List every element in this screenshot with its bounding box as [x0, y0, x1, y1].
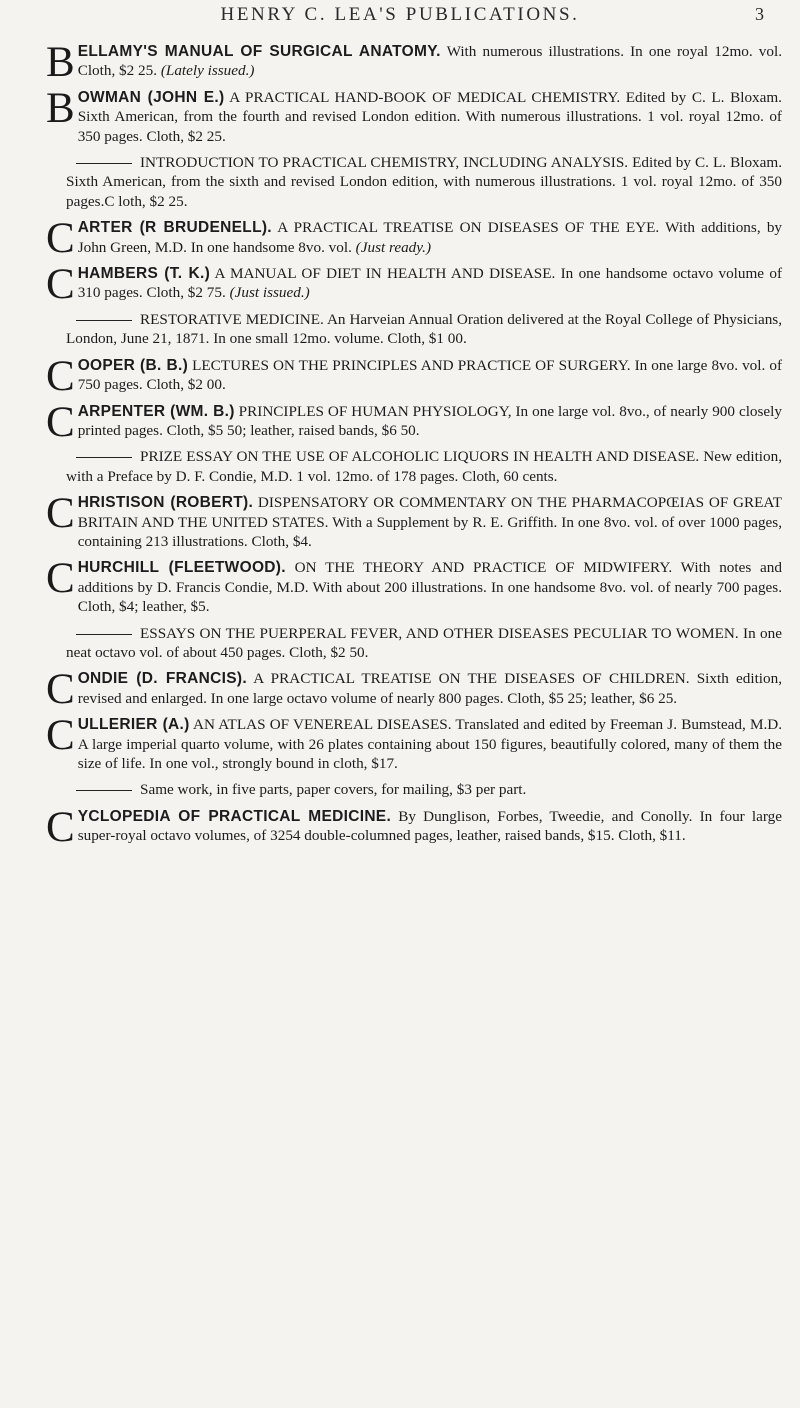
- entry-text: AN ATLAS OF VENEREAL DISEASES. Translated and edited by Freeman J. Bumstead, M.D. A large imperial quarto volume, with 26 plates containing about 150 figures, beautifully colored, many of them the size of life. In one vol., strongly bound in cloth, $17.: [77, 716, 783, 772]
- catalogue-entries: [46, 39, 783, 853]
- catalogue-entry: [46, 803, 782, 851]
- entry-note: (Lately issued.): [160, 62, 255, 80]
- page-number: 3: [755, 4, 764, 24]
- entry-author: HAMBERS (T. K.): [77, 265, 211, 283]
- entry-text: INTRODUCTION TO PRACTICAL CHEMISTRY, INCLUDING ANALYSIS. Edited by C. L. Bloxam. Sixth American, from the sixth and revised London edition, with numerous illustrations. 1 vol. royal 12mo. of 350 pages.C loth, $2 25.: [66, 154, 782, 210]
- entry-author: OOPER (B. B.): [77, 356, 189, 374]
- entry-text: A PRACTICAL TREATISE ON DISEASES OF THE EYE. With additions, by John Green, M.D. In one handsome 8vo. vol.: [77, 219, 783, 256]
- entry-author: YCLOPEDIA OF PRACTICAL MEDICINE.: [77, 807, 392, 825]
- catalogue-sub-entry: [48, 310, 782, 349]
- entry-author: OWMAN (JOHN E.): [77, 88, 225, 106]
- catalogue-entry: [46, 490, 782, 551]
- entry-text: RESTORATIVE MEDICINE. An Harveian Annual Oration delivered at the Royal College of Physicians, London, June 21, 1871. In one small 12mo. volume. Cloth, $1 00.: [66, 310, 782, 348]
- drop-initial: B: [46, 39, 75, 86]
- entry-note: (Just ready.): [355, 238, 432, 256]
- catalogue-entry: [46, 352, 782, 400]
- running-title: HENRY C. LEA'S PUBLICATIONS.: [220, 4, 580, 25]
- entry-text: LECTURES ON THE PRINCIPLES AND PRACTICE OF SURGERY. In one large 8vo. vol. of 750 pages. Cloth, $2 00.: [77, 356, 782, 394]
- entry-text: A PRACTICAL HAND-BOOK OF MEDICAL CHEMISTRY. Edited by C. L. Bloxam. Sixth American, from the fourth and revised London edition. With numerous illustrations. 1 vol. royal 12mo. of 350 pages. Cloth, $2 25.: [77, 88, 782, 145]
- drop-initial: C: [46, 215, 75, 263]
- page-header: [0, 4, 800, 30]
- drop-initial: C: [46, 398, 75, 446]
- catalogue-entry: [46, 555, 782, 616]
- catalogue-entry: [46, 261, 783, 309]
- entry-text: PRIZE ESSAY ON THE USE OF ALCOHOLIC LIQUORS IN HEALTH AND DISEASE. New edition, with a Preface by D. F. Condie, M.D. 1 vol. 12mo. of 178 pages. Cloth, 60 cents.: [66, 448, 782, 485]
- catalogue-entry: [46, 84, 782, 146]
- catalogue-entry: [46, 666, 782, 714]
- catalogue-sub-entry: [48, 780, 782, 799]
- ditto-rule: [76, 634, 132, 635]
- drop-initial: C: [46, 352, 75, 400]
- entry-text: By Dunglison, Forbes, Tweedie, and Conolly. In four large super-royal octavo volumes, of 3254 double-columned pages, leather, raised bands, $15. Cloth, $11.: [77, 807, 782, 845]
- entry-author: ARPENTER (WM. B.): [77, 402, 235, 420]
- ditto-rule: [76, 790, 132, 791]
- entry-author: HURCHILL (FLEETWOOD).: [77, 559, 286, 577]
- entry-author: ONDIE (D. FRANCIS).: [77, 670, 247, 688]
- entry-author: ULLERIER (A.): [77, 716, 190, 734]
- ditto-rule: [76, 320, 132, 321]
- entry-text: DISPENSATORY OR COMMENTARY ON THE PHARMACOPŒIAS OF GREAT BRITAIN AND THE UNITED STATES. With a Supplement by R. E. Griffith. In one 8vo. vol. of over 1000 pages, containing 213 illustrations. Cloth, $4.: [77, 494, 782, 550]
- entry-text: ESSAYS ON THE PUERPERAL FEVER, AND OTHER DISEASES PECULIAR TO WOMEN. In one neat octavo vol. of about 450 pages. Cloth, $2 50.: [66, 624, 782, 661]
- drop-initial: C: [46, 803, 75, 851]
- entry-text: A MANUAL OF DIET IN HEALTH AND DISEASE. In one handsome octavo volume of 310 pages. Cloth, $2 75.: [77, 265, 783, 302]
- catalogue-sub-entry: [48, 153, 782, 211]
- catalogue-sub-entry: [48, 624, 782, 663]
- drop-initial: C: [46, 555, 75, 603]
- catalogue-entry: [46, 39, 782, 86]
- entry-text: Same work, in five parts, paper covers, for mailing, $3 per part.: [140, 781, 527, 799]
- entry-author: HRISTISON (ROBERT).: [77, 494, 254, 512]
- catalogue-sub-entry: [48, 447, 782, 486]
- entry-text: With numerous illustrations. In one royal 12mo. vol. Cloth, $2 25.: [77, 43, 782, 80]
- catalogue-entry: [46, 712, 783, 773]
- ditto-rule: [76, 457, 132, 458]
- ditto-rule: [76, 163, 132, 164]
- drop-initial: B: [46, 84, 75, 132]
- entry-author: ARTER (R BRUDENELL).: [77, 219, 272, 237]
- entry-text: PRINCIPLES OF HUMAN PHYSIOLOGY, In one large vol. 8vo., of nearly 900 closely printed pages. Cloth, $5 50; leather, raised bands, $6 50.: [77, 402, 782, 439]
- entry-text: A PRACTICAL TREATISE ON THE DISEASES OF CHILDREN. Sixth edition, revised and enlarged. In one large octavo volume of nearly 800 pages. Cloth, $5 25; leather, $6 25.: [77, 670, 782, 707]
- drop-initial: C: [46, 666, 75, 714]
- drop-initial: C: [46, 261, 75, 309]
- catalogue-entry: [46, 398, 782, 446]
- entry-author: ELLAMY'S MANUAL OF SURGICAL ANATOMY.: [77, 43, 441, 60]
- entry-note: (Just issued.): [229, 284, 310, 302]
- drop-initial: C: [46, 490, 75, 538]
- catalogue-entry: [46, 215, 783, 263]
- drop-initial: C: [46, 712, 75, 760]
- entry-text: ON THE THEORY AND PRACTICE OF MIDWIFERY. With notes and additions by D. Francis Condie, M.D. With about 200 illustrations. In one handsome 8vo. vol. of nearly 700 pages. Cloth, $4; leather, $5.: [77, 559, 782, 616]
